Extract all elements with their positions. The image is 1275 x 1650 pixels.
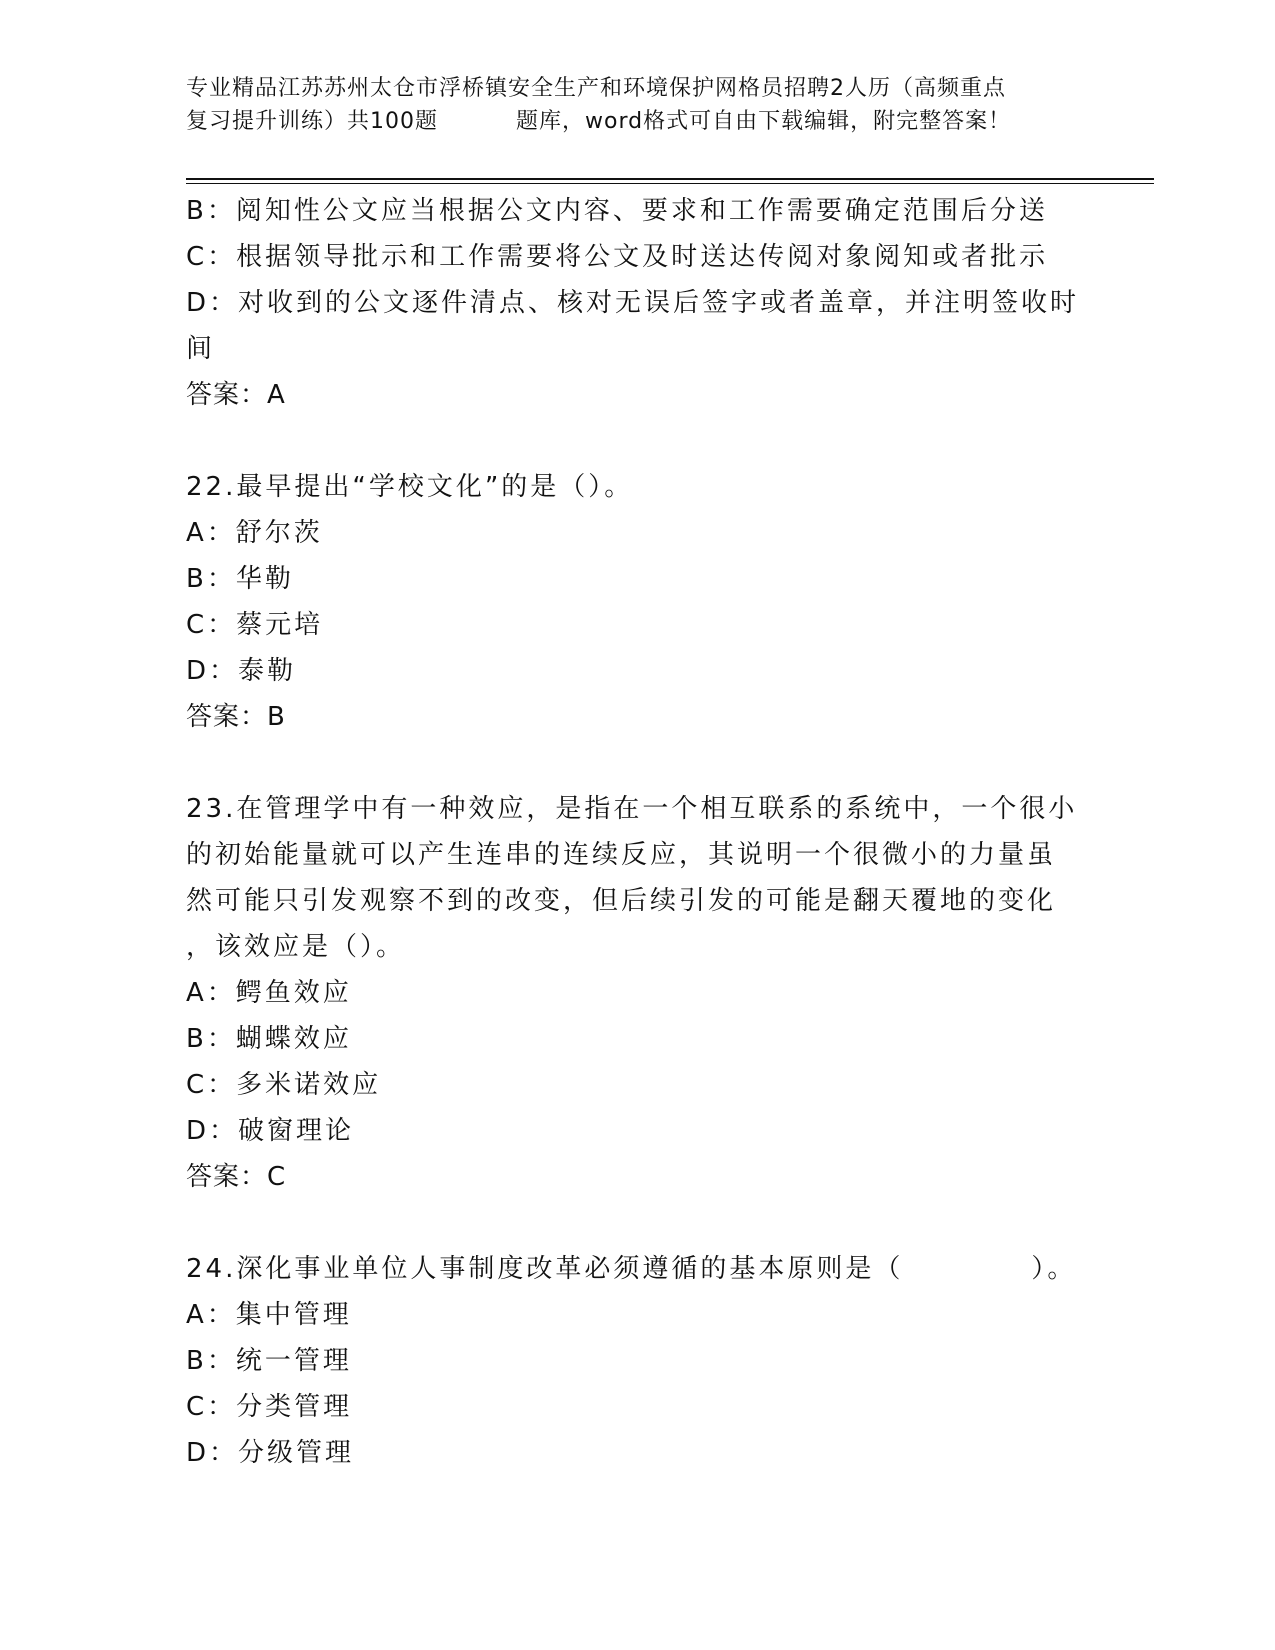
option-b: B：华勒	[186, 564, 294, 594]
question-23	[186, 786, 1086, 1200]
option-a: A：集中管理	[186, 1300, 352, 1330]
question-stem	[186, 1246, 1086, 1292]
question-stem-line-4: ，该效应是（）。	[186, 932, 406, 962]
option-d: D：分级管理	[186, 1438, 355, 1468]
option-d: D：泰勒	[186, 656, 297, 686]
header-divider-thin	[186, 183, 1154, 184]
header-line-2-right: 题库，word格式可自由下载编辑，附完整答案！	[516, 109, 1012, 134]
question-stem-line-3: 然可能只引发观察不到的改变，但后续引发的可能是翻天覆地的变化	[186, 886, 1057, 916]
option-d-continued: 间	[186, 334, 216, 364]
question-stem-left: 24.深化事业单位人事制度改革必须遵循的基本原则是（	[186, 1254, 904, 1284]
option-b: B：阅知性公文应当根据公文内容、要求和工作需要确定范围后分送	[186, 196, 1048, 226]
option-d: D：对收到的公文逐件清点、核对无误后签字或者盖章，并注明签收时	[186, 288, 1080, 318]
option-d: D：破窗理论	[186, 1116, 355, 1146]
question-stem-line-1: 23.在管理学中有一种效应，是指在一个相互联系的系统中，一个很小	[186, 794, 1078, 824]
option-c: C：根据领导批示和工作需要将公文及时送达传阅对象阅知或者批示	[186, 242, 1049, 272]
header-line-2	[186, 105, 1086, 138]
document-header	[186, 72, 1086, 138]
question-21-tail	[186, 188, 1086, 418]
question-stem-right: ）。	[1031, 1254, 1077, 1284]
option-c: C：蔡元培	[186, 610, 324, 640]
header-line-2-left: 复习提升训练）共100题	[186, 109, 438, 134]
option-b: B：统一管理	[186, 1346, 352, 1376]
option-c: C：分类管理	[186, 1392, 353, 1422]
answer-text: 答案：C	[186, 1162, 287, 1192]
answer-text: 答案：B	[186, 702, 286, 732]
option-c: C：多米诺效应	[186, 1070, 382, 1100]
question-24	[186, 1246, 1086, 1476]
option-b: B：蝴蝶效应	[186, 1024, 352, 1054]
document-body	[186, 188, 1086, 1476]
option-a: A：舒尔茨	[186, 518, 323, 548]
question-22	[186, 464, 1086, 740]
answer-text: 答案：A	[186, 380, 286, 410]
option-a: A：鳄鱼效应	[186, 978, 352, 1008]
question-stem-line-2: 的初始能量就可以产生连串的连续反应，其说明一个很微小的力量虽	[186, 840, 1057, 870]
header-line-1: 专业精品江苏苏州太仓市浮桥镇安全生产和环境保护网格员招聘2人历（高频重点	[186, 76, 1006, 101]
header-divider-thick	[186, 178, 1154, 180]
question-stem: 22.最早提出“学校文化”的是（）。	[186, 472, 634, 502]
